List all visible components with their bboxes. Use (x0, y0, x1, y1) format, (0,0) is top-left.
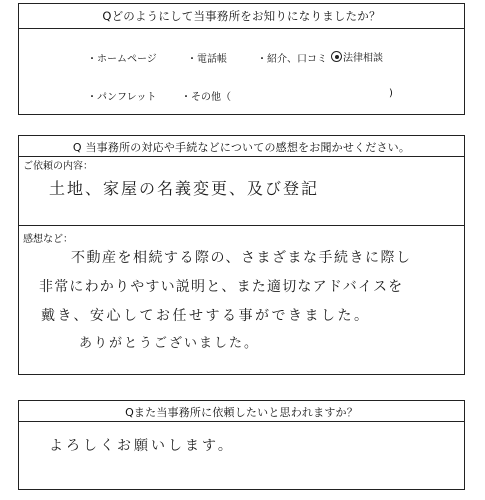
referral-question: Qどのようにして当事務所をお知りになりましたか？ (19, 4, 464, 29)
option-pamphlet[interactable]: ・パンフレット (87, 92, 157, 103)
option-other-close-paren: ) (389, 88, 393, 99)
section-divider (19, 225, 464, 226)
request-content-text: 土地、家屋の名義変更、及び登記 (49, 179, 320, 198)
option-phonebook[interactable]: ・電話帳 (187, 54, 227, 65)
option-other[interactable]: ・その他（ (181, 92, 231, 103)
comment-line: 非常にわかりやすい説明と、また適切なアドバイスを (39, 279, 404, 295)
comment-line: ありがとうございました。 (79, 336, 260, 351)
selected-circle-icon (331, 51, 342, 62)
impressions-section (18, 135, 465, 375)
referral-source-section (18, 3, 465, 115)
option-homepage[interactable]: ・ホームページ (87, 54, 157, 65)
request-content-label: ご依頼の内容： (23, 161, 93, 172)
comments-label: 感想など： (23, 234, 73, 245)
option-legal-consultation-label: 法律相談 (343, 53, 383, 64)
impressions-question: Q 当事務所の対応や手続などについての感想をお聞かせください。 (19, 136, 464, 157)
repeat-request-section (18, 400, 465, 490)
option-legal-consultation-selected[interactable] (331, 49, 383, 64)
comment-line: 不動産を相続する際の、さまざまな手続きに際し (71, 250, 412, 266)
repeat-request-question: Qまた当事務所に依頼したいと思われますか？ (19, 401, 464, 422)
repeat-request-answer: よろしくお願いします。 (49, 438, 235, 454)
option-referral[interactable]: ・紹介、口コミ (257, 54, 327, 65)
comment-line: 戴き、安心してお任せする事ができました。 (41, 308, 371, 324)
